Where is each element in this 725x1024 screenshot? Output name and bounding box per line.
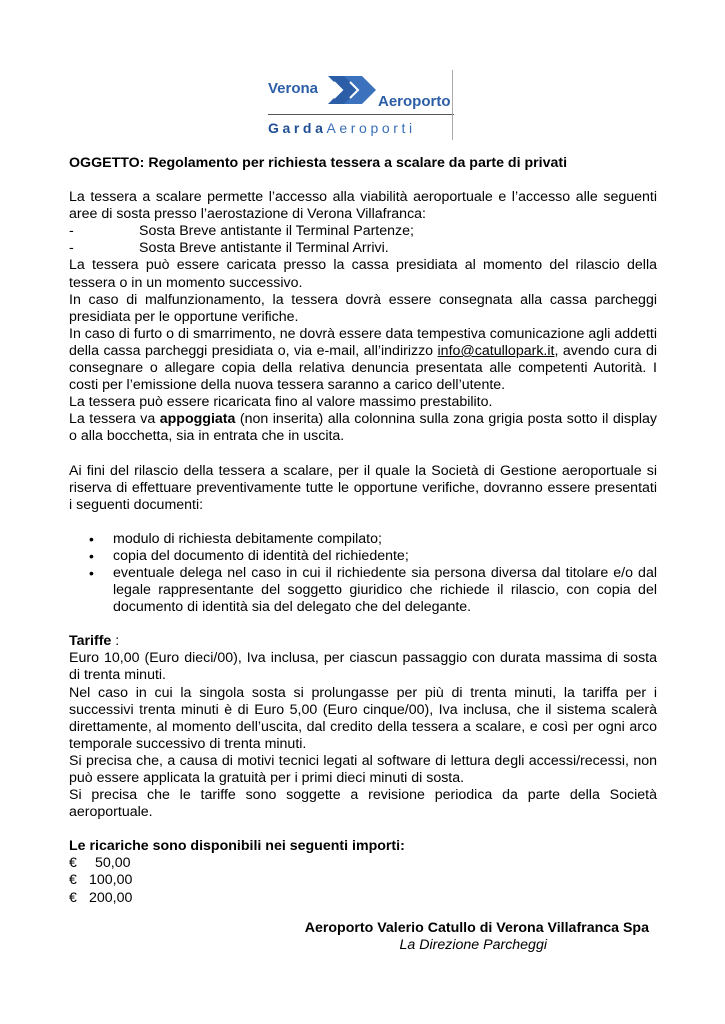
list-item [69, 548, 657, 565]
tariffe-heading [69, 633, 657, 650]
documents-list [69, 531, 657, 616]
tariffe-label: Tariffe [69, 633, 112, 650]
recharges-title: Le ricariche sono disponibili nei seguenti importi: [69, 838, 405, 855]
list-item [69, 565, 657, 616]
tariff-revision-paragraph: Si precisa che le tariffe sono soggette a revisione periodica da parte della Società aeroportuale. [69, 787, 657, 821]
recharge-amount [69, 872, 657, 889]
tariff-note-paragraph: Si precisa che, a causa di motivi tecnici legati al software di lettura degli accessi/recessi, non può essere applicata la gratuità per i primi dieci minuti di sosta. [69, 752, 657, 786]
list-item [69, 531, 657, 548]
charge-paragraph: La tessera può essere caricata presso la cassa presidiata al momento del rilascio della tessera o in un momento successivo. [69, 257, 657, 291]
verona-aeroporto-logo [268, 70, 454, 142]
usage-paragraph [69, 411, 657, 445]
release-paragraph: Ai fini del rilascio della tessera a scalare, per il quale la Società di Gestione aeroportuale si riserva di effettuare preventivamente tutte le opportune verifiche, dovranno essere presentati i seguenti documenti: [69, 462, 657, 513]
signature-block [69, 920, 649, 954]
usage-bold-word: appoggiata [159, 411, 236, 428]
intro-paragraph: La tessera a scalare permette l’accesso alla viabilità aeroportuale e l’accesso alle seguenti aree di sosta presso l’aerostazione di Verona Villafranca: [69, 189, 657, 223]
logo-garda-text: Garda [268, 120, 327, 136]
recharge-amount [69, 890, 657, 907]
tariff-base-paragraph: Euro 10,00 (Euro dieci/00), Iva inclusa, per ciascun passaggio con durata massima di sosta di trenta minuti. [69, 650, 657, 684]
email-link[interactable]: info@catullopark.it [437, 342, 555, 359]
subject-line: OGGETTO: Regolamento per richiesta tessera a scalare da parte di privati [69, 155, 568, 171]
malfunction-paragraph: In caso di malfunzionamento, la tessera dovrà essere consegnata alla cassa parcheggi presidiata per le opportune verifiche. [69, 291, 657, 325]
list-item-text: modulo di richiesta debitamente compilato; [113, 530, 382, 547]
recharges-heading [69, 838, 657, 855]
list-item-text: eventuale delega nel caso in cui il richiedente sia persona diversa dal titolare e/o dal legale rappresentante del soggetto giuridico che richiede il rilascio, con copia del documento di identità sia del delegato che del delegante. [113, 564, 657, 616]
euro-icon: € [69, 889, 77, 906]
usage-text-start: La tessera va [69, 411, 160, 428]
area-text: Sosta Breve antistante il Terminal Arrivi. [139, 240, 389, 257]
airport-chevron-logo-icon [326, 72, 376, 112]
theft-paragraph [69, 326, 657, 394]
logo-divider [268, 114, 454, 115]
logo-aeroporti-text: Aeroporti [326, 120, 416, 136]
signature-department: La Direzione Parcheggi [399, 937, 547, 954]
logo-aeroporto-text: Aeroporto [378, 93, 451, 110]
list-item-text: copia del documento di identità del richiedente; [113, 547, 409, 564]
area-dash: - [69, 223, 74, 240]
tariffe-colon: : [111, 633, 120, 650]
logo-verona-text: Verona [268, 80, 319, 97]
usage-text-end: (non inserita) alla colonnina sulla zona grigia posta sotto il display o alla bocchetta, sia in entrata che in uscita. [69, 411, 657, 445]
amount-value: 100,00 [89, 872, 133, 889]
amount-value: 50,00 [95, 855, 131, 872]
euro-icon: € [69, 855, 77, 872]
logo-garda-aeroporti [268, 120, 416, 136]
euro-icon: € [69, 872, 77, 889]
bullet-icon: • [89, 530, 94, 547]
bullet-icon: • [89, 547, 94, 564]
area-item [69, 223, 657, 240]
letter-body [69, 155, 657, 907]
tariff-extra-paragraph: Nel caso in cui la singola sosta si prolungasse per più di trenta minuti, la tariffa per i successivi trenta minuti è di Euro 5,00 (Euro cinque/00), Iva inclusa, che il sistema scalerà direttamente, al momento dell’uscita, dal credito della tessera a scalare, e così per ogni arco temporale successivo di trenta minuti. [69, 684, 657, 752]
bullet-icon: • [89, 564, 94, 581]
theft-text-end: , avendo cura di consegnare o allegare copia della relativa denuncia presentata alle competenti Autorità. I costi per l’emissione della nuova tessera saranno a carico dell’utente. [69, 342, 657, 394]
area-text: Sosta Breve antistante il Terminal Partenze; [139, 223, 414, 240]
logo-vertical-divider [452, 70, 453, 140]
area-dash: - [69, 240, 74, 257]
amount-value: 200,00 [89, 889, 133, 906]
signature-company: Aeroporto Valerio Catullo di Verona Villafranca Spa [304, 920, 649, 936]
recharge-amount [69, 855, 657, 872]
theft-text-start: In caso di furto o di smarrimento, ne dovrà essere data tempestiva comunicazione agli addetti della cassa parcheggi presidiata o, via e-mail, all’indirizzo [69, 325, 657, 359]
recharge-limit-paragraph: La tessera può essere ricaricata fino al valore massimo prestabilito. [69, 394, 493, 411]
area-item [69, 240, 657, 257]
